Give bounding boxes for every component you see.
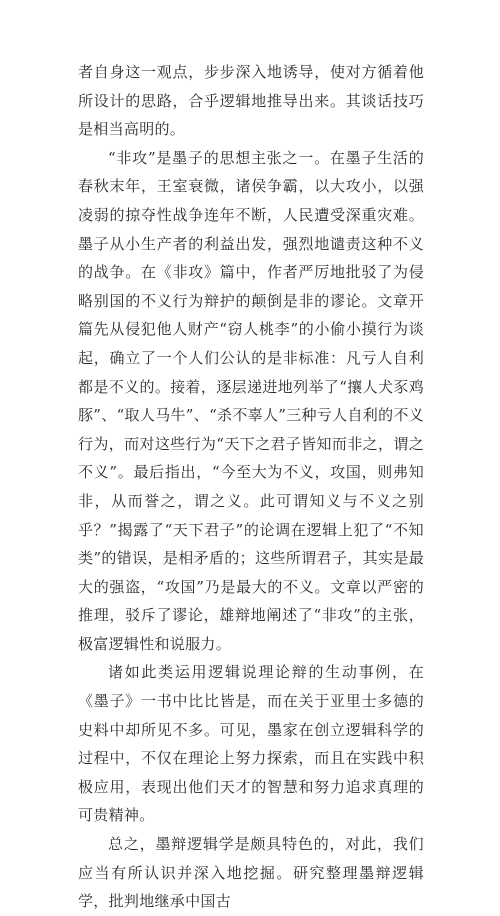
paragraph-conclusion: 总之，墨辩逻辑学是颇具特色的，对此，我们应当有所认识并深入地挖掘。研究整理墨辩逻辑学，批判地继承中国古: [78, 835, 424, 911]
paragraph-non-aggression: “非攻”是墨子的思想主张之一。在墨子生活的春秋末年，王室衰微，诸侯争霸，以大攻小，以强凌弱的掠夺性战争连年不断，人民遭受深重灾难。墨子从小生产者的利益出发，强烈地谴责这种不义的战争。在《非攻》篇中，作者严厉地批驳了为侵略别国的不义行为辩护的颠倒是非的谬论。文章开篇先从侵犯他人财产“窃人桃李”的小偷小摸行为谈起，确立了一个人们公认的是非标准：凡亏人自利都是不义的。接着，逐层递进地列举了“攘人犬豕鸡豚”、“取人马牛”、“杀不辜人”三种亏人自利的不义行为，而对这些行为“天下之君子皆知而非之，谓之不义”。最后指出，“今至大为不义，攻国，则弗知非，从而誉之，谓之义。此可谓知义与不义之别乎？”揭露了“天下君子”的论调在逻辑上犯了“不知类”的错误，是相矛盾的；这些所谓君子，其实是最大的强盗，“攻国”乃是最大的不义。文章以严密的推理，驳斥了谬论，雄辩地阐述了“非攻”的主张，极富逻辑性和说服力。: [78, 148, 424, 653]
paragraph-logic-examples: 诸如此类运用逻辑说理论辩的生动事例，在《墨子》一书中比比皆是，而在关于亚里士多德的史料中却所见不多。可见，墨家在创立逻辑科学的过程中，不仅在理论上努力探索，而且在实践中积极应用，表现出他们天才的智慧和努力追求真理的可贵精神。: [78, 663, 424, 825]
paragraph-continuation: 者自身这一观点，步步深入地诱导，使对方循着他所设计的思路，合乎逻辑地推导出来。其谈话技巧是相当高明的。: [78, 63, 424, 139]
